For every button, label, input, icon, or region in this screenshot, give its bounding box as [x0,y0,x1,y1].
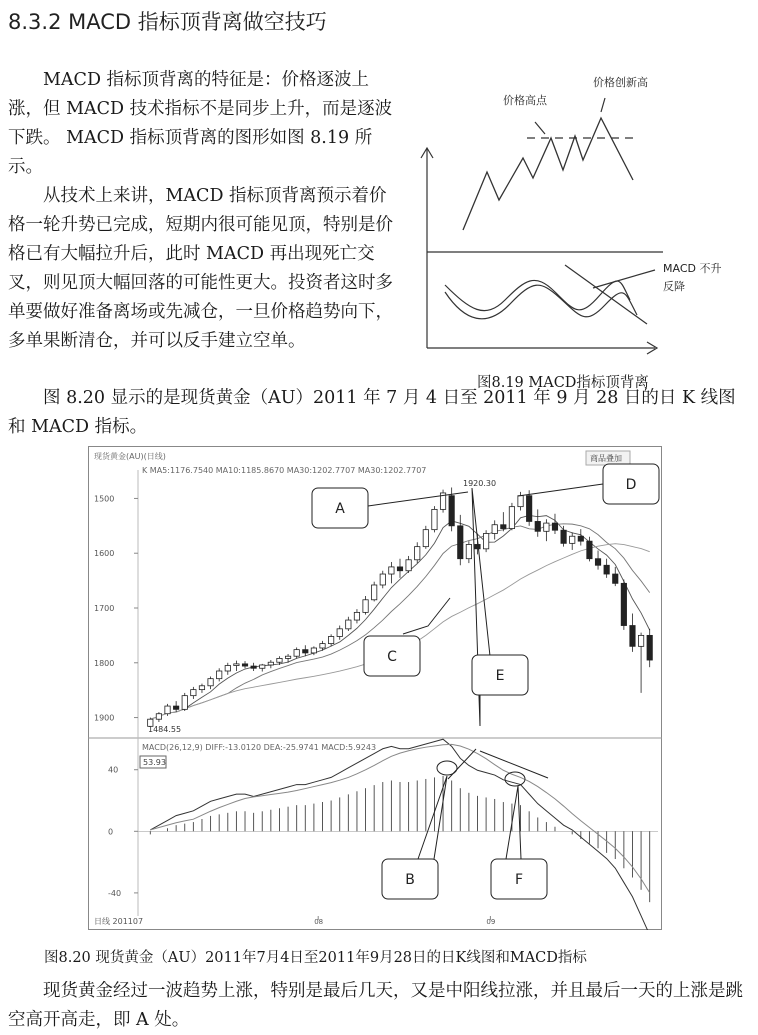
callout-b-label: B [405,872,415,888]
candle-body [337,629,342,637]
candle-body [466,544,471,558]
candle-body [285,656,290,658]
candle-body [638,635,643,646]
candle-body [328,636,333,643]
fig20-header-title: 现货黄金(AU)(日线) [94,452,166,461]
candle-body [277,658,282,662]
candle-body [621,583,626,625]
fig19-label-macd-2: 反降 [663,280,685,293]
fig20-overlay-label: 商品叠加 [590,454,622,463]
price-tick-label: 1800 [94,658,115,668]
candle-body [578,536,583,541]
fig19-macd-trend-line [565,265,647,324]
candle-body [397,567,402,571]
candle-body [613,574,618,583]
price-tick-label: 1600 [94,549,115,559]
candle-body [354,612,359,620]
candle-body [165,706,170,714]
fig20-macd-value: 53.93 [143,758,166,767]
candle-body [647,635,652,660]
fig20-ma-legend: K MA5:1176.7540 MA10:1185.8670 MA30:1202.7707 MA30:1202.7707 [142,466,427,475]
paragraph-2: 从技术上来讲，MACD 指标顶背离预示着价格一轮升势已完成，短期内很可能见顶，特别是价格已有大幅拉升后，此时 MACD 再出现死亡交叉，则见顶大幅回落的可能性更大。投资者这时多单要做好准备离场或先减仓，一旦价格趋势向下，多单果断清仓，并可以反手建立空单。 [8,186,393,351]
figure-8-20-caption: 图8.20 现货黄金（AU）2011年7月4日至2011年9月28日的日K线图和MACD指标 [44,950,587,966]
month-tick-label: 08 [314,918,324,926]
paragraph-4: 现货黄金经过一波趋势上涨，特别是最后几天，又是中阳线拉涨，并且最后一天的上涨是跳空高开高走，即 A 处。 [8,981,743,1030]
candle-body [587,541,592,559]
candle-body [380,574,385,585]
macd-tick-label: 40 [108,765,119,775]
fig19-pointer-high [535,122,545,134]
candle-body [630,626,635,647]
candle-body [208,679,213,686]
candle-body [544,523,549,531]
figure-8-19-caption: 图8.19 MACD指标顶背离 [477,375,649,391]
candle-body [406,560,411,571]
fig19-macd-line-2 [445,285,637,319]
candle-body [260,665,265,668]
candle-body [156,714,161,719]
candle-body [191,690,196,696]
candle-body [535,521,540,531]
month-tick-label: 09 [486,918,496,926]
candle-body [303,650,308,653]
callout-f-label: F [514,872,524,888]
macd-tick-label: -40 [108,888,122,898]
fig20-low-label: 1484.55 [148,725,182,734]
candle-body [449,496,454,526]
candle-body [173,706,178,709]
candle-body [251,666,256,668]
candle-body [294,650,299,657]
candle-body [234,664,239,666]
paragraph-1: MACD 指标顶背离的特征是：价格逐波上涨，但 MACD 技术指标不是同步上升，而是逐波下跌。 MACD 指标顶背离的图形如图 8.19 所示。 [8,70,393,177]
price-tick-label: 1900 [94,713,115,723]
candle-body [475,544,480,548]
candle-body [199,686,204,690]
candle-body [423,530,428,547]
candle-body [518,496,523,507]
candle-body [432,509,437,529]
figure-8-19-diagram [415,60,755,370]
candle-body [346,620,351,629]
candle-body [526,496,531,522]
fig19-label-price-high: 价格高点 [503,94,547,107]
fig20-peak-label: 1920.30 [463,479,497,488]
callout-a-label: A [335,501,345,517]
candle-body [242,664,247,666]
fig20-footer-label: 日线 201107 [94,917,144,926]
candle-body [225,666,230,671]
fig19-label-macd-1: MACD 不升 [663,262,722,275]
candle-body [595,559,600,566]
candle-body [561,530,566,543]
callout-e-label: E [495,668,505,684]
candle-body [217,671,222,679]
callout-c-label: C [387,649,397,665]
candle-body [320,644,325,648]
price-tick-label: 1700 [94,604,115,613]
figure-8-20-chart [88,446,662,930]
fig20-macd-legend: MACD(26,12,9) DIFF:-13.0120 DEA:-25.9741 MACD:5.9243 [142,743,377,752]
fig19-price-line [463,118,633,230]
candle-body [389,567,394,574]
fig19-label-new-high: 价格创新高 [593,76,648,89]
candle-body [311,648,316,653]
candle-body [552,523,557,530]
paragraph-3: 图 8.20 显示的是现货黄金（AU）2011 年 7 月 4 日至 2011 年 9 月 28 日的日 K 线图和 MACD 指标。 [8,388,736,437]
candle-body [492,525,497,534]
callout-d-label: D [625,477,637,493]
candle-body [182,696,187,710]
candle-body [501,525,506,529]
candle-body [570,536,575,543]
price-tick-label: 1500 [94,494,115,504]
section-title: 8.3.2 MACD 指标顶背离做空技巧 [8,10,327,34]
candle-body [604,565,609,574]
candle-body [372,585,377,600]
candle-body [509,507,514,529]
candle-body [483,533,488,548]
macd-tick-label: 0 [108,827,114,837]
candle-body [268,662,273,665]
fig19-pointer [593,270,655,288]
fig20-frame [89,447,662,930]
candle-body [415,547,420,560]
candle-body [458,526,463,559]
candle-body [363,600,368,613]
fig19-pointer-new-high [601,98,605,112]
